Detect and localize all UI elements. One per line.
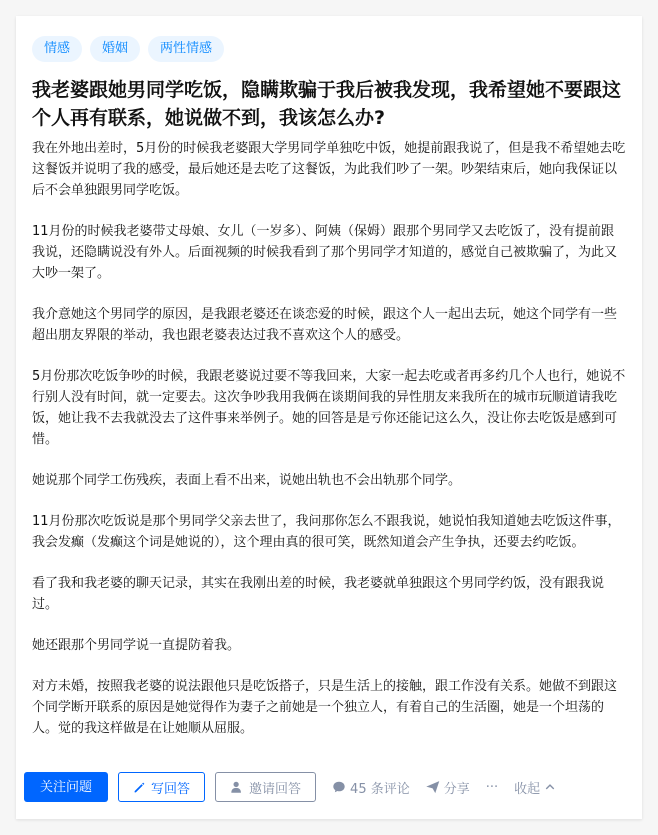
pencil-icon (133, 781, 146, 794)
question-detail (32, 138, 626, 739)
invite-answer-label: 邀请回答 (249, 781, 302, 797)
detail-paragraph: 11月份的时候我老婆带丈母娘、女儿（一岁多）、阿姨（保姆）跟那个男同学又去吃饭了，没有提前跟我说，还隐瞒说没有外人。后面视频的时候我看到了那个男同学才知道的，感觉自己被欺骗了，为此又大吵一架了。 (32, 224, 618, 281)
topic-tag[interactable]: 情感 (32, 36, 82, 62)
detail-paragraph: 她还跟那个男同学说一直提防着我。 (32, 638, 241, 653)
collapse-button[interactable] (514, 778, 556, 797)
detail-paragraph: 看了我和我老婆的聊天记录，其实在我刚出差的时候，我老婆就单独跟这个男同学约饭，没有跟我说过。 (32, 576, 605, 612)
detail-paragraph: 她说那个同学工伤残疾，表面上看不出来，说她出轨也不会出轨那个同学。 (32, 473, 462, 488)
comments-button[interactable] (332, 778, 410, 797)
topic-tags (32, 36, 626, 64)
chevron-up-icon (544, 781, 556, 793)
topic-tag[interactable]: 婚姻 (90, 36, 140, 62)
detail-paragraph: 5月份那次吃饭争吵的时候，我跟老婆说过要不等我回来，大家一起去吃或者再多约几个人也行，她说不行别人没有时间，就一定要去。这次争吵我用我俩在谈期间我的异性朋友来我所在的城市玩顺道请我吃饭，她让我不去我就没去了这件事来举例子。她的回答是是亏你还能记这么久，没让你去吃饭是感到可惜。 (32, 369, 626, 447)
question-card (16, 16, 642, 819)
write-answer-label: 写回答 (151, 781, 191, 797)
paper-plane-icon (426, 780, 440, 794)
comment-icon (332, 780, 346, 794)
question-actions (24, 772, 556, 802)
share-button[interactable] (426, 778, 470, 797)
invite-answer-button[interactable] (215, 772, 316, 802)
comments-count: 45 条评论 (350, 781, 410, 797)
user-plus-icon (230, 780, 244, 794)
detail-paragraph: 我在外地出差时，5月份的时候我老婆跟大学男同学单独吃中饭，她提前跟我说了，但是我不希望她去吃这餐饭并说明了我的感受，最后她还是去吃了这餐饭，为此我们吵了一架。吵架结束后，她向我保证以后不会单独跟男同学吃饭。 (32, 141, 626, 198)
more-icon: ··· (485, 779, 499, 795)
write-answer-button[interactable] (118, 772, 205, 802)
detail-paragraph: 对方未婚，按照我老婆的说法跟他只是吃饭搭子，只是生活上的接触，跟工作没有关系。她做不到跟这个同学断开联系的原因是她觉得作为妻子之前她是一个独立人，有着自己的生活圈，她是一个坦荡的人。觉的我这样做是在让她顺从屈服。 (32, 679, 618, 736)
collapse-label: 收起 (514, 781, 541, 797)
question-title[interactable]: 我老婆跟她男同学吃饭，隐瞒欺骗于我后被我发现，我希望她不要跟这个人再有联系，她说做不到，我该怎么办? (32, 79, 622, 129)
more-button[interactable] (486, 780, 498, 795)
topic-tag[interactable]: 两性情感 (148, 36, 224, 62)
share-label: 分享 (443, 781, 470, 797)
follow-question-button[interactable]: 关注问题 (24, 772, 108, 802)
detail-paragraph: 11月份那次吃饭说是那个男同学父亲去世了，我问那你怎么不跟我说，她说怕我知道她去吃饭这件事，我会发癫（发癫这个词是她说的），这个理由真的很可笑，既然知道会产生争执，还要去约吃饭。 (32, 514, 621, 550)
detail-paragraph: 我介意她这个男同学的原因，是我跟老婆还在谈恋爱的时候，跟这个人一起出去玩，她这个同学有一些超出朋友界限的举动，我也跟老婆表达过我不喜欢这个人的感受。 (32, 307, 618, 343)
